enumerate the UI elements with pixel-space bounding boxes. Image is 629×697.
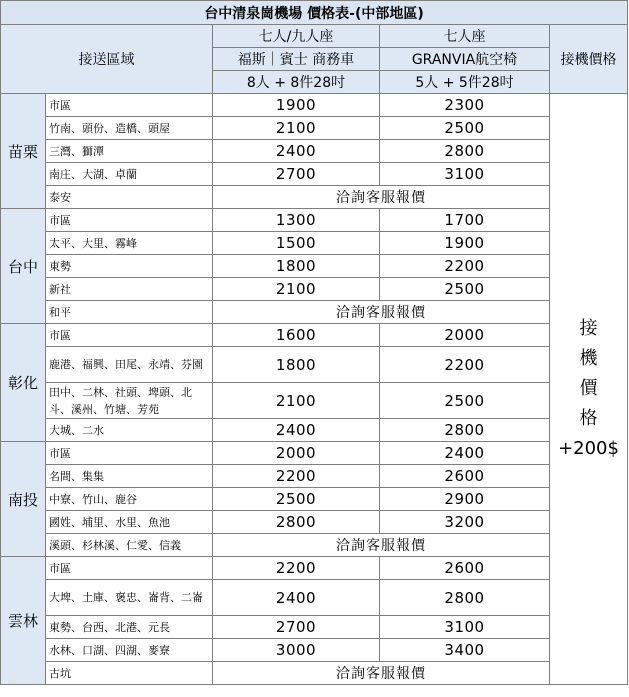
area-cell: 竹南、頭份、造橋、頭屋 bbox=[46, 117, 213, 140]
price-vehicle-2: 2200 bbox=[380, 347, 550, 383]
area-cell: 市區 bbox=[46, 324, 213, 347]
pickup-surcharge-amount: +200$ bbox=[558, 438, 619, 459]
table-row bbox=[1, 383, 628, 419]
table-row bbox=[1, 616, 628, 639]
price-vehicle-2: 2600 bbox=[380, 557, 550, 580]
price-vehicle-1: 2200 bbox=[213, 557, 380, 580]
pickup-note-char: 價 bbox=[579, 378, 598, 399]
area-cell: 鹿港、福興、田尾、永靖、芬園 bbox=[46, 347, 213, 383]
table-row bbox=[1, 255, 628, 278]
price-vehicle-1: 2700 bbox=[213, 163, 380, 186]
area-cell: 市區 bbox=[46, 442, 213, 465]
price-vehicle-1: 1500 bbox=[213, 232, 380, 255]
consult-price-cell: 洽詢客服報價 bbox=[213, 186, 550, 209]
price-vehicle-1: 1800 bbox=[213, 347, 380, 383]
area-cell: 東勢 bbox=[46, 255, 213, 278]
price-table-body bbox=[1, 1, 628, 685]
region-name: 南投 bbox=[1, 442, 46, 557]
area-cell: 泰安 bbox=[46, 186, 213, 209]
area-cell: 南庄、大湖、卓蘭 bbox=[46, 163, 213, 186]
area-cell: 大城、二水 bbox=[46, 419, 213, 442]
area-cell: 太平、大里、霧峰 bbox=[46, 232, 213, 255]
price-vehicle-2: 3100 bbox=[380, 163, 550, 186]
table-row bbox=[1, 534, 628, 557]
pickup-price-header: 接機價格 bbox=[550, 25, 628, 94]
region-name: 彰化 bbox=[1, 324, 46, 442]
vehicle-2-model: GRANVIA航空椅 bbox=[380, 48, 550, 71]
consult-price-cell: 洽詢客服報價 bbox=[213, 662, 550, 685]
table-row bbox=[1, 117, 628, 140]
table-row bbox=[1, 347, 628, 383]
area-cell: 田中、二林、社頭、埤頭、北斗、溪州、竹塘、芳苑 bbox=[46, 383, 213, 419]
price-vehicle-2: 2000 bbox=[380, 324, 550, 347]
price-vehicle-2: 2400 bbox=[380, 442, 550, 465]
vehicle-1-seats: 七人/九人座 bbox=[213, 25, 380, 48]
price-vehicle-1: 1800 bbox=[213, 255, 380, 278]
vehicle-1-capacity: 8人 + 8件28吋 bbox=[213, 71, 380, 94]
pickup-note-char: 接 bbox=[579, 318, 598, 339]
area-cell: 古坑 bbox=[46, 662, 213, 685]
price-vehicle-2: 2800 bbox=[380, 580, 550, 616]
area-cell: 市區 bbox=[46, 94, 213, 117]
price-vehicle-2: 2600 bbox=[380, 465, 550, 488]
area-cell: 中寮、竹山、鹿谷 bbox=[46, 488, 213, 511]
area-cell: 東勢、台西、北港、元長 bbox=[46, 616, 213, 639]
price-vehicle-1: 2400 bbox=[213, 419, 380, 442]
table-row bbox=[1, 278, 628, 301]
price-vehicle-2: 2300 bbox=[380, 94, 550, 117]
region-name: 苗栗 bbox=[1, 94, 46, 209]
table-row bbox=[1, 140, 628, 163]
table-row bbox=[1, 580, 628, 616]
vehicle-2-capacity: 5人 + 5件28吋 bbox=[380, 71, 550, 94]
consult-price-cell: 洽詢客服報價 bbox=[213, 301, 550, 324]
price-vehicle-2: 2500 bbox=[380, 117, 550, 140]
area-cell: 和平 bbox=[46, 301, 213, 324]
table-row bbox=[1, 662, 628, 685]
area-cell: 市區 bbox=[46, 209, 213, 232]
price-vehicle-2: 2200 bbox=[380, 255, 550, 278]
table-row bbox=[1, 511, 628, 534]
price-vehicle-2: 3100 bbox=[380, 616, 550, 639]
area-cell: 國姓、埔里、水里、魚池 bbox=[46, 511, 213, 534]
price-vehicle-1: 2700 bbox=[213, 616, 380, 639]
price-vehicle-1: 2100 bbox=[213, 278, 380, 301]
price-vehicle-1: 2100 bbox=[213, 383, 380, 419]
table-row bbox=[1, 186, 628, 209]
vehicle-1-model: 福斯｜賓士 商務車 bbox=[213, 48, 380, 71]
pickup-note-char: 格 bbox=[579, 408, 598, 429]
region-name: 雲林 bbox=[1, 557, 46, 685]
area-cell: 大埤、土庫、褒忠、崙背、二崙 bbox=[46, 580, 213, 616]
region-name: 台中 bbox=[1, 209, 46, 324]
price-vehicle-1: 2000 bbox=[213, 442, 380, 465]
area-cell: 水林、口湖、四湖、麥寮 bbox=[46, 639, 213, 662]
price-vehicle-1: 2400 bbox=[213, 580, 380, 616]
pickup-surcharge-note bbox=[550, 94, 628, 685]
area-cell: 新社 bbox=[46, 278, 213, 301]
price-vehicle-1: 1900 bbox=[213, 94, 380, 117]
price-vehicle-1: 2500 bbox=[213, 488, 380, 511]
table-row bbox=[1, 232, 628, 255]
price-vehicle-2: 2500 bbox=[380, 278, 550, 301]
price-vehicle-1: 2400 bbox=[213, 140, 380, 163]
price-vehicle-2: 3200 bbox=[380, 511, 550, 534]
area-cell: 三灣、獅潭 bbox=[46, 140, 213, 163]
area-cell: 溪頭、杉林溪、仁愛、信義 bbox=[46, 534, 213, 557]
area-cell: 名間、集集 bbox=[46, 465, 213, 488]
price-vehicle-1: 1600 bbox=[213, 324, 380, 347]
table-row bbox=[1, 442, 628, 465]
table-row bbox=[1, 209, 628, 232]
table-row bbox=[1, 465, 628, 488]
table-row bbox=[1, 557, 628, 580]
area-cell: 市區 bbox=[46, 557, 213, 580]
price-vehicle-1: 3000 bbox=[213, 639, 380, 662]
table-row bbox=[1, 324, 628, 347]
price-vehicle-2: 2900 bbox=[380, 488, 550, 511]
price-vehicle-1: 2800 bbox=[213, 511, 380, 534]
table-title: 台中清泉崗機場 價格表-(中部地區) bbox=[1, 1, 628, 25]
consult-price-cell: 洽詢客服報價 bbox=[213, 534, 550, 557]
table-row bbox=[1, 94, 628, 117]
table-row bbox=[1, 163, 628, 186]
price-vehicle-2: 2800 bbox=[380, 140, 550, 163]
price-vehicle-1: 2100 bbox=[213, 117, 380, 140]
price-vehicle-2: 1700 bbox=[380, 209, 550, 232]
price-vehicle-2: 2800 bbox=[380, 419, 550, 442]
price-vehicle-2: 2500 bbox=[380, 383, 550, 419]
price-vehicle-1: 2200 bbox=[213, 465, 380, 488]
zone-header: 接送區域 bbox=[1, 25, 213, 94]
price-vehicle-1: 1300 bbox=[213, 209, 380, 232]
table-row bbox=[1, 639, 628, 662]
table-row bbox=[1, 301, 628, 324]
price-vehicle-2: 3400 bbox=[380, 639, 550, 662]
table-row bbox=[1, 419, 628, 442]
table-row bbox=[1, 488, 628, 511]
pickup-note-char: 機 bbox=[579, 348, 598, 369]
vehicle-2-seats: 七人座 bbox=[380, 25, 550, 48]
price-vehicle-2: 1900 bbox=[380, 232, 550, 255]
